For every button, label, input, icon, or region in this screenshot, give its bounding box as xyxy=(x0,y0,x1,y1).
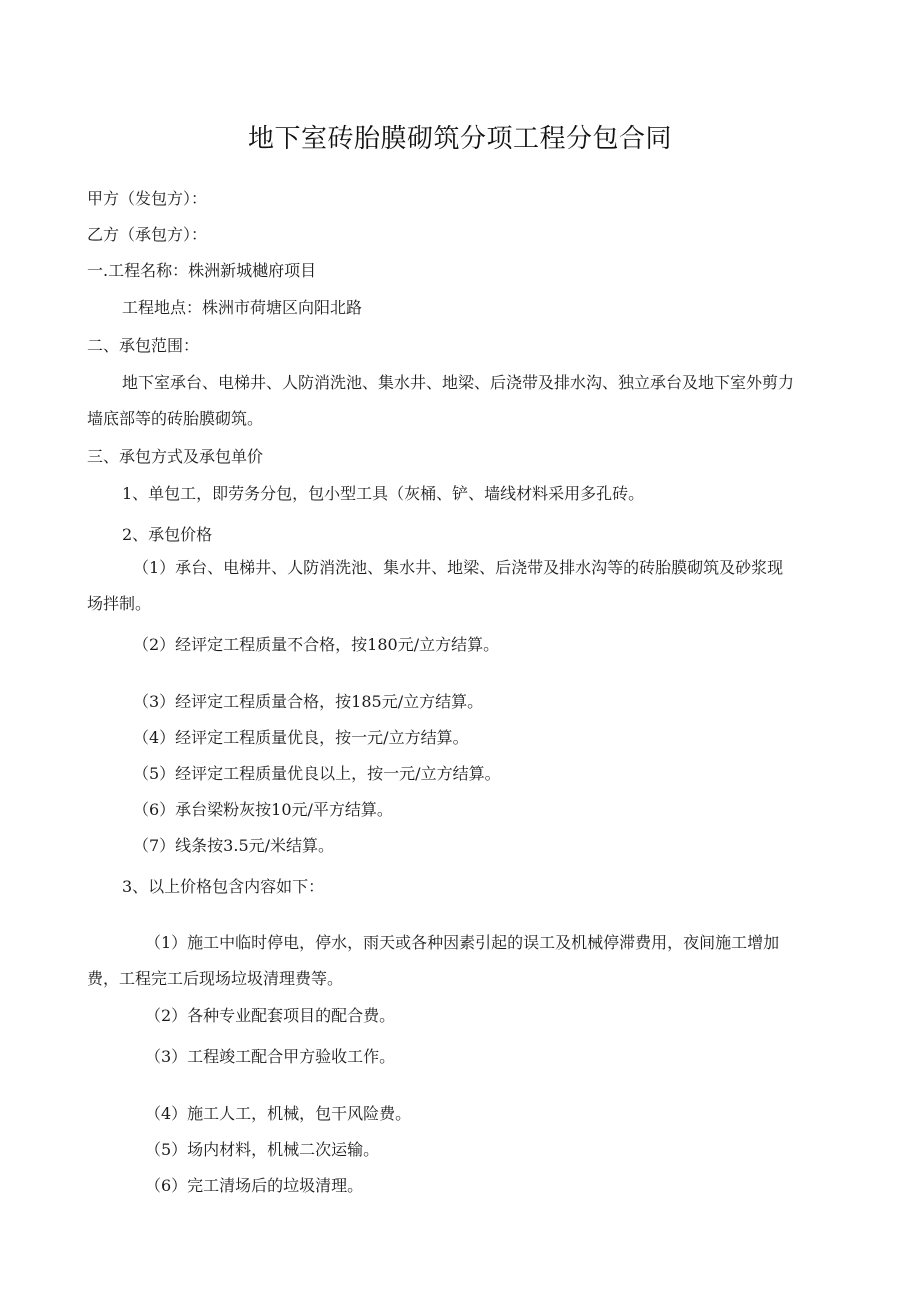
included-item-2: （2）各种专业配套项目的配合费。 xyxy=(145,1006,396,1025)
price-item-1-line-2: 场拌制。 xyxy=(87,594,152,613)
section-heading-scope: 二、承包范围： xyxy=(87,336,200,355)
included-item-3: （3）工程竣工配合甲方验收工作。 xyxy=(145,1047,396,1066)
price-item-1-line-1: （1）承台、电梯井、人防消洗池、集水井、地梁、后浇带及排水沟等的砖胎膜砌筑及砂浆现 xyxy=(133,558,784,577)
price-item-7: （7）线条按3.5元/米结算。 xyxy=(133,836,335,855)
clause-included-heading: 3、以上价格包含内容如下： xyxy=(122,877,325,896)
included-item-6: （6）完工清场后的垃圾清理。 xyxy=(145,1176,364,1195)
party-a-line: 甲方（发包方）： xyxy=(87,189,208,208)
clause-labor-subcontract: 1、单包工，即劳务分包，包小型工具（灰桶、铲、墙线材料采用多孔砖。 xyxy=(122,484,645,503)
project-location-line: 工程地点：株洲市荷塘区向阳北路 xyxy=(122,298,363,317)
clause-price-heading: 2、承包价格 xyxy=(122,525,213,544)
included-item-5: （5）场内材料，机械二次运输。 xyxy=(145,1140,380,1159)
price-item-2: （2）经评定工程质量不合格，按180元/立方结算。 xyxy=(133,635,500,654)
scope-paragraph-line-2: 墙底部等的砖胎膜砌筑。 xyxy=(87,409,264,428)
price-item-5: （5）经评定工程质量优良以上，按一元/立方结算。 xyxy=(133,764,501,783)
project-name-line: 一.工程名称：株洲新城樾府项目 xyxy=(87,261,317,280)
price-item-4: （4）经评定工程质量优良，按一元/立方结算。 xyxy=(133,728,469,747)
scope-paragraph-line-1: 地下室承台、电梯井、人防消洗池、集水井、地梁、后浇带及排水沟、独立承台及地下室外剪力 xyxy=(122,373,795,392)
price-item-6: （6）承台梁粉灰按10元/平方结算。 xyxy=(133,800,393,819)
section-heading-method: 三、承包方式及承包单价 xyxy=(87,447,264,466)
price-item-3: （3）经评定工程质量合格，按185元/立方结算。 xyxy=(133,692,484,711)
party-b-line: 乙方（承包方）： xyxy=(87,225,208,244)
included-item-4: （4）施工人工，机械，包干风险费。 xyxy=(145,1104,412,1123)
document-title: 地下室砖胎膜砌筑分项工程分包合同 xyxy=(247,124,672,154)
included-item-1-line-2: 费，工程完工后现场垃圾清理费等。 xyxy=(87,969,344,988)
included-item-1-line-1: （1）施工中临时停电，停水，雨天或各种因素引起的误工及机械停滞费用，夜间施工增加 xyxy=(145,933,780,952)
